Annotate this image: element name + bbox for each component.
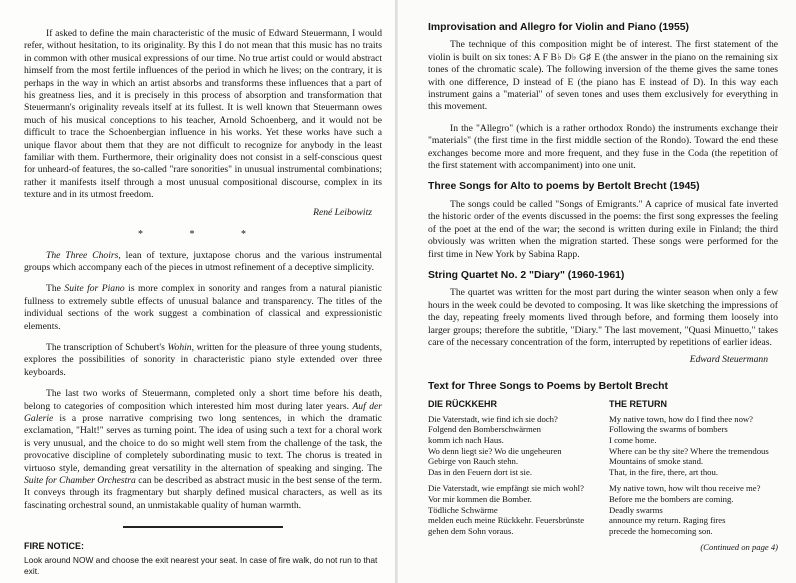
improvisation-paragraph-2: In the "Allegro" (which is a rather orthodox Rondo) the instruments exchange their "materials" (the first time in the first middle section of the Rondo). Toward the end these exchanges become more and more frequent, and they fuse in the Coda (the repetition of the first statement with accompaniment) into one unit. [428, 122, 778, 172]
english-poem-column [609, 399, 778, 553]
german-poem-title: DIE RÜCKKEHR [428, 399, 498, 410]
poem-line: My native town, how do I find thee now? [609, 413, 754, 424]
auf-der-galerie-title: Auf der Galerie [24, 400, 383, 424]
continued-note: (Continued on page 4) [700, 542, 778, 553]
poem-line: Before me the bombers are coming. [609, 493, 734, 504]
poem-line: gehen dem Sohn voraus. [428, 525, 514, 536]
fire-notice-title: FIRE NOTICE: [24, 541, 84, 552]
improvisation-heading: Improvisation and Allegro for Violin and Piano (1955) [428, 22, 689, 33]
left-page [0, 0, 396, 583]
poem-line: Where can be thy site? Where the tremendous [609, 445, 769, 456]
three-songs-paragraph: The songs could be called "Songs of Emigrants." A caprice of musical fate inverted the historic order of the events discussed in the poems: the first song expresses the feeling of the poet at the end of the war; the second is written during exile in Finland; the third obviously was written when the migration started. These songs were performed for the first time in New York by Sabina Rapp. [428, 198, 778, 260]
section-divider-stars: * * * [138, 229, 268, 241]
string-quartet-paragraph: The quartet was written for the most part during the winter season when only a few hours in the week could be devoted to composing. It was like sketching the impressions of the day, repeating freely moments lived through before, and forming them loosely into larger groups; therefore the subtitle, "Diary." The last movement, "Quasi Minuetto," takes care of the necessary concentration of the form, interrupted by repetitions of earlier ideas. [428, 287, 778, 348]
three-choirs-title: The Three Choirs [46, 249, 119, 261]
leibowitz-signature: René Leibowitz [313, 206, 372, 218]
german-stanza-1 [428, 414, 597, 478]
poem-line: Following the swarms of bombers [609, 424, 728, 435]
poem-line: komm ich nach Haus. [428, 434, 504, 445]
poem-line: Die Vaterstadt, wie empfängt sie mich wohl? [428, 483, 584, 494]
improvisation-paragraph-1: The technique of this composition might be of interest. The first statement of the violin is built on six tones: A F B♭ D♭ G♯ E (the answer in the piano on the remaining six tones of the chromatic scale). The following inversion of the theme gives the same tones with one difference, D instead of E (the piano has E instead of D). In this way each instrument gains a "material" of seven tones and uses them exclusively for everything in this movement. [428, 39, 778, 113]
suite-for-piano-title: Suite for Piano [64, 283, 125, 295]
leibowitz-essay-paragraph: If asked to define the main characteristic of the music of Edward Steuermann, I would refer, without hesitation, to its originality. By this I do not mean that this music has no traits in common with other musical expressions of our time. No true artist could or would abstract himself from the most fertile influences of the period in which he lives; on the contrary, it is perhaps in the way in which an artist absorbs and transforms these influences that a part of his greatness lies, and it is precisely in this process of absorption and transformation that Steuermann's originality reveals itself at its fullest. It is well known that Steuermann owes much of his musical conceptions to his teacher, Arnold Schoenberg, and it would not be difficult to trace the Schoenbergian influence in his works. Yet these works have such a unique flavor about them that they are not difficult to recognize for anybody in the least familiar with them. Furthermore, their originality does not consist in a self-conscious quest for unheard-of features, the so-called "rare sonorities" in unusual instrumental combinations; rather it manifests itself through a most unusual compositional discourse, complex in its texture and in its utmost freedom. [24, 28, 382, 201]
poem-line: Tödliche Schwärme [428, 504, 498, 515]
suite-for-piano-paragraph: The Suite for Piano is more complex in sonority and ranges from a natural pianistic fullness to extremely subtle effects of unusual balance and transparency. The titles of the individual sections of the work suggest a combination of classical and expressionistic elements. [24, 283, 382, 332]
poem-line: announce my return. Raging fires [609, 515, 726, 526]
german-poem-column [428, 399, 597, 553]
poem-line: melden euch meine Rückkehr. Feuersbrünste [428, 515, 585, 526]
poem-line: Vor mir kommen die Bomber. [428, 493, 532, 504]
string-quartet-heading: String Quartet No. 2 "Diary" (1960-1961) [428, 269, 625, 281]
poem-line: Folgend den Bomberschwärmen [428, 424, 541, 435]
poem-line: precede the homecoming son. [609, 525, 713, 536]
english-poem-title: THE RETURN [609, 399, 667, 410]
right-page [398, 0, 796, 583]
poem-line: I come home. [609, 434, 657, 445]
english-stanza-2 [609, 483, 778, 536]
brecht-texts-heading: Text for Three Songs to Poems by Bertolt Brecht [428, 380, 668, 392]
steuermann-signature: Edward Steuermann [689, 354, 768, 366]
poem-line: That, in the fire, there, art thou. [609, 466, 719, 477]
poem-line: Gebirge von Rauch stehn. [428, 456, 519, 467]
three-choirs-paragraph: The Three Choirs, lean of texture, juxtapose chorus and the various instrumental groups which accompany each of the pieces in utmost refinement of a deceptive simplicity. [24, 249, 383, 273]
poem-line: Das in den Feuern dort ist sie. [428, 466, 532, 477]
three-songs-heading: Three Songs for Alto to poems by Bertolt Brecht (1945) [428, 181, 700, 193]
wohin-paragraph: The transcription of Schubert's Wohin, written for the pleasure of three young students, explores the possibilities of sonority in characteristic piano style extended over three keyboards. [24, 341, 382, 378]
suite-chamber-orchestra-title: Suite for Chamber Orchestra [24, 475, 136, 486]
horizontal-rule [123, 526, 283, 528]
last-works-paragraph: The last two works of Steuermann, completed only a short time before his death, belong to categories of composition which interested him most during later years. Auf der Galerie is a prose narrative comprising two long sentences, in which the dramatic exclamation, "Halt!" serves as turning point. The idea of using such a text for a choral work is very unusual, and the choice to do so might well stem from the challenge of the task, the provocative discipline of completely subordinating music to text. The chorus is treated in virtuoso style, demanding great versatility in the alternation of speaking and singing. The Suite for Chamber Orchestra can be described as abstract music in the best sense of the term. It conveys through its fragmentary but sharply defined musical characters, as well as its fascinating orchestral sound, an unmistakable quality of human warmth. [24, 388, 383, 511]
poem-line: Deadly swarms [609, 504, 663, 515]
poem-columns [428, 399, 778, 553]
poem-line: Mountains of smoke stand. [609, 456, 704, 467]
english-stanza-1 [609, 414, 778, 478]
fire-notice-text: Look around NOW and choose the exit nearest your seat. In case of fire walk, do not run to that exit. [24, 554, 378, 576]
poem-line: Die Vaterstadt, wie find ich sie doch? [428, 413, 558, 424]
wohin-title: Wohin [167, 341, 192, 353]
poem-line: My native town, how wilt thou receive me? [609, 483, 761, 494]
german-stanza-2 [428, 483, 597, 536]
poem-line: Wo denn liegt sie? Wo die ungeheuren [428, 445, 562, 456]
